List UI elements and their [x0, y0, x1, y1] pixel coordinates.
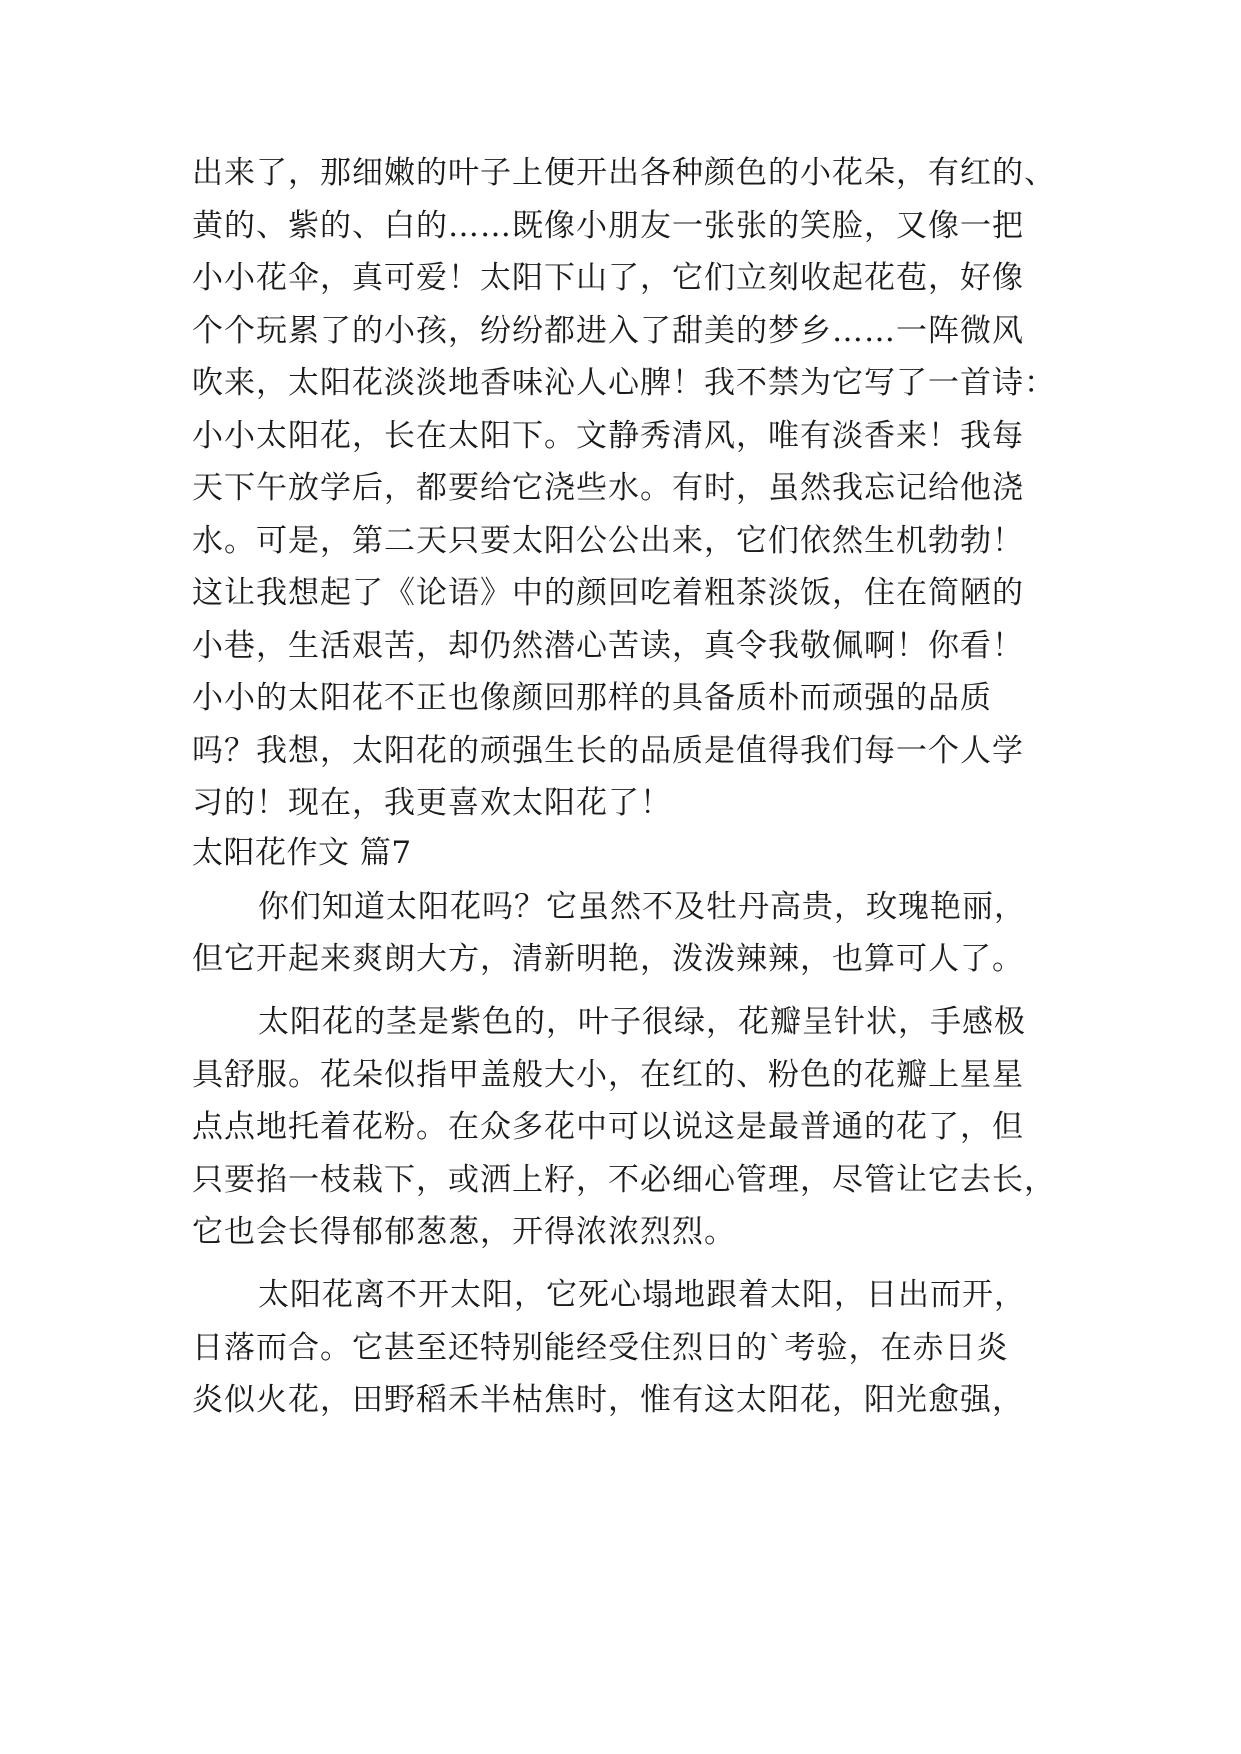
text-line: 个个玩累了的小孩，纷纷都进入了甜美的梦乡……一阵微风 — [192, 313, 1024, 349]
paragraph-line: 日落而合。它甚至还特别能经受住烈日的`考验，在赤日炎 — [192, 1330, 1009, 1366]
text-line: 天下午放学后，都要给它浇些水。有时，虽然我忘记给他浇 — [192, 470, 1024, 506]
paragraph-line: 点点地托着花粉。在众多花中可以说这是最普通的花了，但 — [192, 1109, 1024, 1145]
paragraph-line: 具舒服。花朵似指甲盖般大小，在红的、粉色的花瓣上星星 — [192, 1057, 1024, 1093]
paragraph-line: 太阳花离不开太阳，它死心塌地跟着太阳，日出而开， — [258, 1277, 1026, 1313]
text-line: 小小太阳花，长在太阳下。文静秀清风，唯有淡香来！我每 — [192, 418, 1024, 454]
text-line: 吹来，太阳花淡淡地香味沁人心脾！我不禁为它写了一首诗： — [192, 365, 1056, 401]
text-line: 习的！现在，我更喜欢太阳花了！ — [192, 785, 672, 821]
paragraph-line: 太阳花的茎是紫色的，叶子很绿，花瓣呈针状，手感极 — [258, 1004, 1026, 1040]
paragraph-line: 你们知道太阳花吗？它虽然不及牡丹高贵，玫瑰艳丽， — [258, 889, 1026, 925]
text-line: 小小的太阳花不正也像颜回那样的具备质朴而顽强的品质 — [192, 680, 992, 716]
section-heading: 太阳花作文 篇7 — [192, 835, 412, 871]
text-line: 这让我想起了《论语》中的颜回吃着粗茶淡饭，住在简陋的 — [192, 575, 1024, 611]
paragraph-line: 炎似火花，田野稻禾半枯焦时，惟有这太阳花，阳光愈强， — [192, 1382, 1024, 1418]
text-line: 黄的、紫的、白的……既像小朋友一张张的笑脸，又像一把 — [192, 208, 1024, 244]
text-line: 小小花伞，真可爱！太阳下山了，它们立刻收起花苞，好像 — [192, 260, 1024, 296]
paragraph-line: 只要掐一枝栽下，或洒上籽，不必细心管理，尽管让它去长， — [192, 1162, 1056, 1198]
text-line: 出来了，那细嫩的叶子上便开出各种颜色的小花朵，有红的、 — [192, 155, 1056, 191]
text-line: 吗？我想，太阳花的顽强生长的品质是值得我们每一个人学 — [192, 733, 1024, 769]
text-line: 水。可是，第二天只要太阳公公出来，它们依然生机勃勃！ — [192, 523, 1024, 559]
paragraph-line: 但它开起来爽朗大方，清新明艳，泼泼辣辣，也算可人了。 — [192, 941, 1024, 977]
text-line: 小巷，生活艰苦，却仍然潜心苦读，真令我敬佩啊！你看！ — [192, 628, 1024, 664]
paragraph-line: 它也会长得郁郁葱葱，开得浓浓烈烈。 — [192, 1214, 736, 1250]
